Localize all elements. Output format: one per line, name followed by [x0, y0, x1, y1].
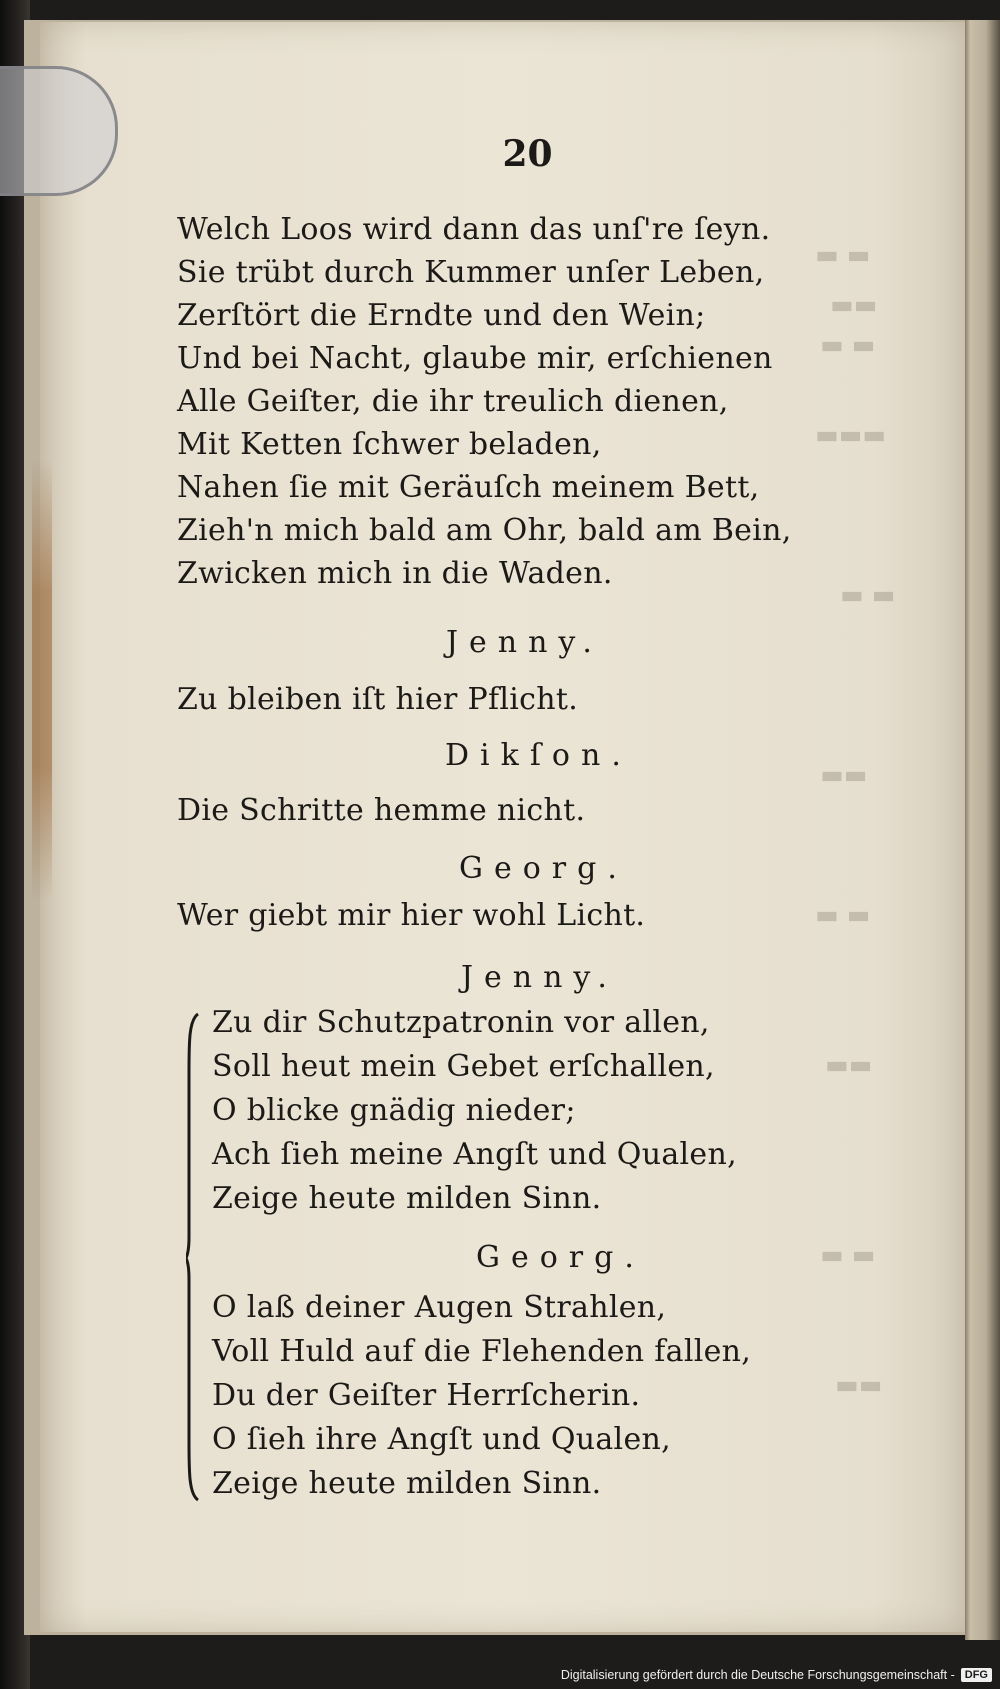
dialogue-line: Zu bleiben iſt hier Pflicht.	[177, 682, 579, 717]
verse-line: Soll heut mein Gebet erſchallen,	[212, 1049, 715, 1084]
page-stain	[32, 460, 52, 900]
bleed-through-mark: ▬▬	[825, 1050, 873, 1079]
verse-line: O laß deiner Augen Strahlen,	[212, 1290, 667, 1325]
verse-line: O ſieh ihre Angſt und Qualen,	[212, 1422, 671, 1457]
bleed-through-mark: ▬ ▬	[820, 1240, 876, 1269]
verse-line: Welch Loos wird dann das unſ're ſeyn.	[177, 212, 771, 247]
speaker-name: Jenny.	[461, 960, 618, 995]
verse-line: Zeige heute milden Sinn.	[212, 1466, 602, 1501]
bleed-through-mark: ▬▬	[835, 1370, 883, 1399]
verse-line: Zieh'n mich bald am Ohr, bald am Bein,	[177, 513, 792, 548]
credit-text: Digitalisierung gefördert durch die Deutsche Forschungsgemeinschaft -	[560, 1668, 955, 1682]
page-number: 20	[502, 133, 553, 175]
verse-line: Zerſtört die Erndte und den Wein;	[177, 298, 706, 333]
speaker-name: Georg.	[459, 851, 628, 886]
bleed-through-mark: ▬▬▬	[815, 420, 886, 449]
verse-line: Zu dir Schutzpatronin vor allen,	[212, 1005, 710, 1040]
verse-line: Mit Ketten ſchwer beladen,	[177, 427, 602, 462]
verse-line: Ach ſieh meine Angſt und Qualen,	[212, 1137, 737, 1172]
bleed-through-mark: ▬ ▬	[815, 900, 871, 929]
verse-line: O blicke gnädig nieder;	[212, 1093, 576, 1128]
verse-line: Sie trübt durch Kummer unſer Leben,	[177, 255, 765, 290]
bleed-through-mark: ▬▬	[830, 290, 878, 319]
verse-line: Zwicken mich in die Waden.	[177, 556, 613, 591]
bleed-through-mark: ▬ ▬	[815, 240, 871, 269]
speaker-name: Jenny.	[446, 625, 603, 660]
bleed-through-mark: ▬ ▬	[820, 330, 876, 359]
bleed-through-mark: ▬▬	[820, 760, 868, 789]
verse-line: Du der Geiſter Herrſcherin.	[212, 1378, 641, 1413]
digitization-credit	[561, 1664, 992, 1686]
dfg-logo: DFG	[961, 1668, 992, 1682]
speaker-name: Georg.	[476, 1240, 645, 1275]
dialogue-line: Wer giebt mir hier wohl Licht.	[177, 898, 646, 933]
speaker-name: Dikſon.	[445, 738, 632, 773]
next-page-edge	[965, 20, 1000, 1640]
dialogue-line: Die Schritte hemme nicht.	[177, 793, 586, 828]
verse-bracket	[186, 1012, 200, 1502]
verse-line: Und bei Nacht, glaube mir, erſchienen	[177, 341, 773, 376]
verse-line: Voll Huld auf die Flehenden fallen,	[212, 1334, 752, 1369]
plastic-page-clip	[0, 66, 118, 196]
verse-line: Zeige heute milden Sinn.	[212, 1181, 602, 1216]
verse-line: Alle Geiſter, die ihr treulich dienen,	[177, 384, 729, 419]
bleed-through-mark: ▬ ▬	[840, 580, 896, 609]
verse-line: Nahen ſie mit Geräuſch meinem Bett,	[177, 470, 760, 505]
